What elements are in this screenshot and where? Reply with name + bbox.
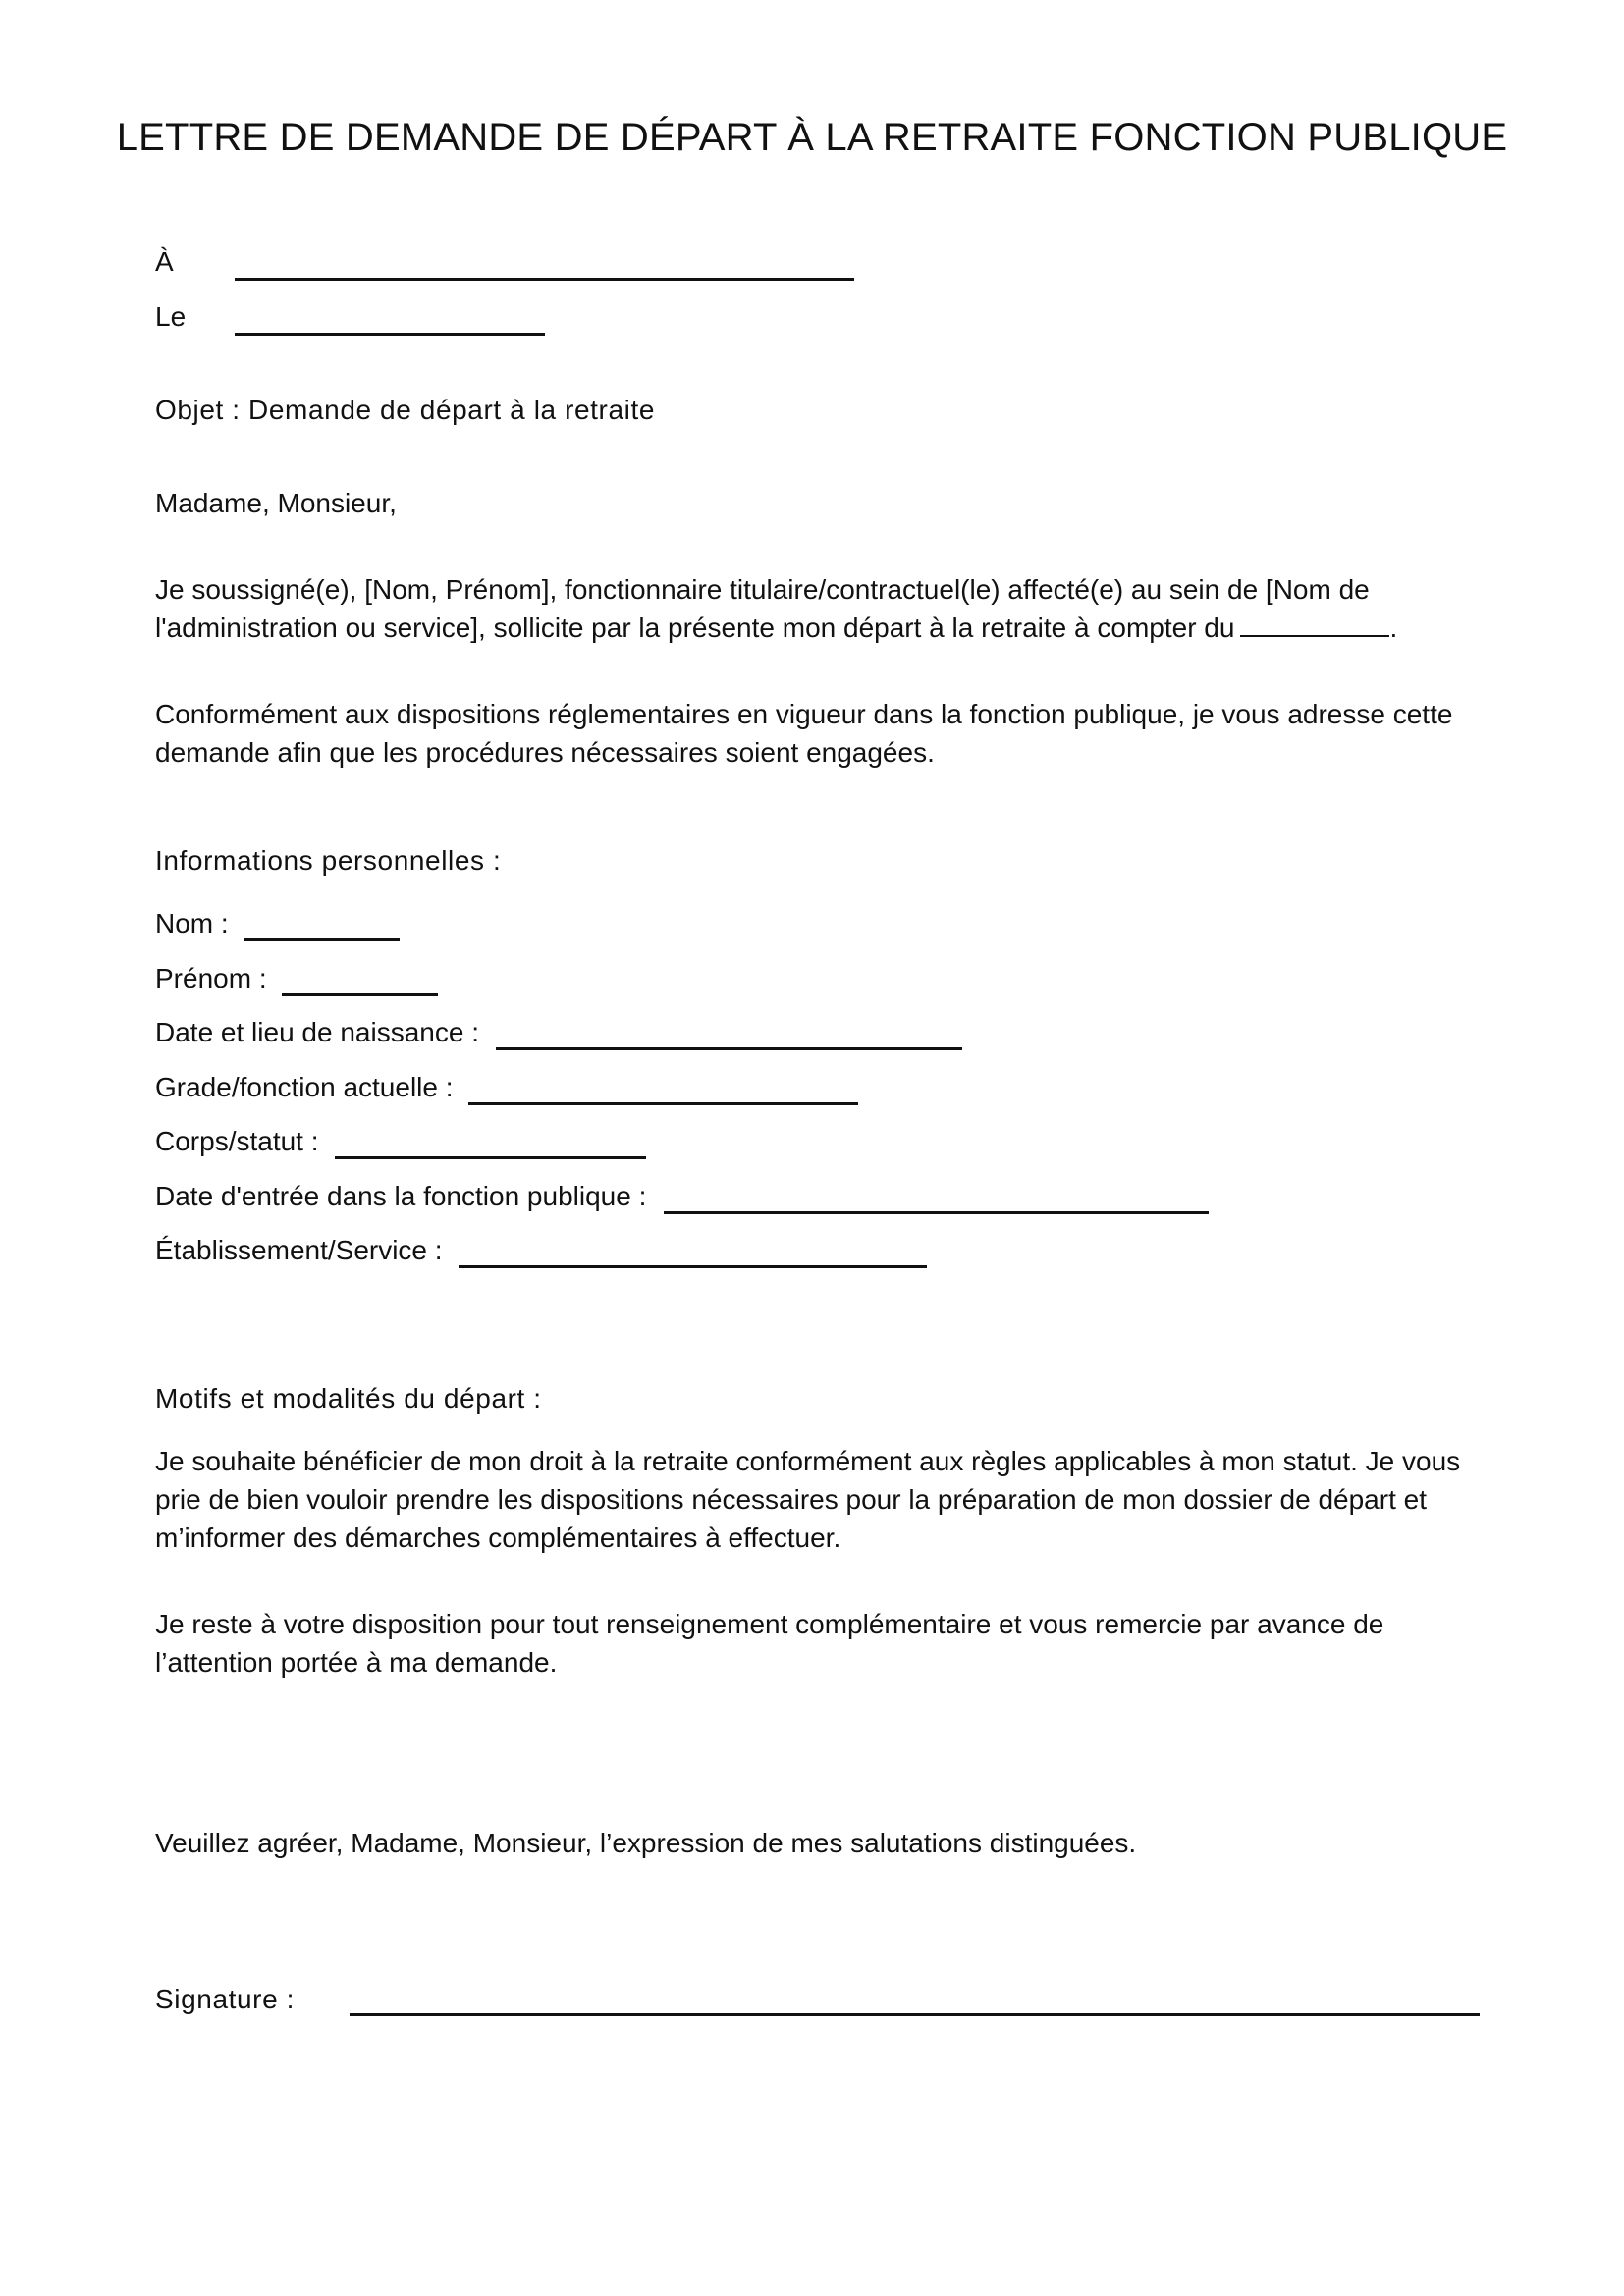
paragraph-availability-line1: Je reste à votre disposition pour tout renseignement complémentaire et vous remercie par avance de — [155, 1609, 1384, 1639]
paragraph-availability-line2: l’attention portée à ma demande. — [155, 1647, 558, 1678]
field-naissance-line[interactable] — [496, 1047, 962, 1050]
field-nom-line[interactable] — [244, 938, 400, 941]
closing-formula: Veuillez agréer, Madame, Monsieur, l’expression de mes salutations distinguées. — [155, 1828, 1137, 1858]
field-corps-label: Corps/statut : — [155, 1126, 319, 1156]
greeting: Madame, Monsieur, — [155, 488, 397, 518]
paragraph-motives-line1: Je souhaite bénéficier de mon droit à la retraite conformément aux règles applicables à mon statut. Je vous — [155, 1446, 1461, 1476]
document-title: LETTRE DE DEMANDE DE DÉPART À LA RETRAITE FONCTION PUBLIQUE — [116, 116, 1508, 159]
date-label: Le — [155, 301, 187, 332]
to-label: À — [155, 246, 174, 277]
paragraph-request-line2-end: . — [1389, 613, 1398, 643]
personal-info-heading: Informations personnelles : — [155, 845, 502, 876]
signature-label: Signature : — [155, 1984, 296, 2014]
field-prenom-line[interactable] — [282, 993, 438, 996]
paragraph-motives-line3: m’informer des démarches complémentaires à effectuer. — [155, 1522, 841, 1553]
paragraph-motives — [155, 1442, 1490, 1557]
paragraph-compliance — [155, 695, 1490, 772]
field-etablissement-label: Établissement/Service : — [155, 1235, 443, 1265]
field-corps-line[interactable] — [335, 1156, 646, 1159]
subject-line: Objet : Demande de départ à la retraite — [155, 395, 656, 425]
field-grade-label: Grade/fonction actuelle : — [155, 1072, 454, 1102]
paragraph-availability — [155, 1605, 1490, 1682]
field-grade-line[interactable] — [468, 1102, 858, 1105]
field-nom-label: Nom : — [155, 908, 229, 938]
signature-line[interactable] — [350, 2013, 1480, 2016]
date-blank-line[interactable] — [235, 333, 545, 336]
field-prenom-label: Prénom : — [155, 963, 267, 993]
paragraph-request-line1: Je soussigné(e), [Nom, Prénom], fonctionnaire titulaire/contractuel(le) affecté(e) au sein de [Nom de — [155, 574, 1370, 605]
paragraph-request-line2-text: l'administration ou service], sollicite par la présente mon départ à la retraite à compter du — [155, 613, 1235, 643]
field-entree-label: Date d'entrée dans la fonction publique : — [155, 1181, 647, 1211]
motives-heading: Motifs et modalités du départ : — [155, 1383, 542, 1414]
paragraph-motives-line2: prie de bien vouloir prendre les dispositions nécessaires pour la préparation de mon dossier de départ et — [155, 1484, 1427, 1515]
field-naissance-label: Date et lieu de naissance : — [155, 1017, 479, 1047]
paragraph-compliance-line1: Conformément aux dispositions réglementaires en vigueur dans la fonction publique, je vous adresse cette — [155, 699, 1453, 729]
paragraph-request-line2 — [155, 609, 1490, 647]
field-etablissement-line[interactable] — [459, 1265, 927, 1268]
start-date-blank[interactable] — [1240, 614, 1389, 637]
paragraph-compliance-line2: demande afin que les procédures nécessaires soient engagées. — [155, 737, 935, 768]
to-blank-line[interactable] — [235, 278, 854, 281]
field-entree-line[interactable] — [664, 1211, 1209, 1214]
paragraph-request — [155, 570, 1490, 647]
